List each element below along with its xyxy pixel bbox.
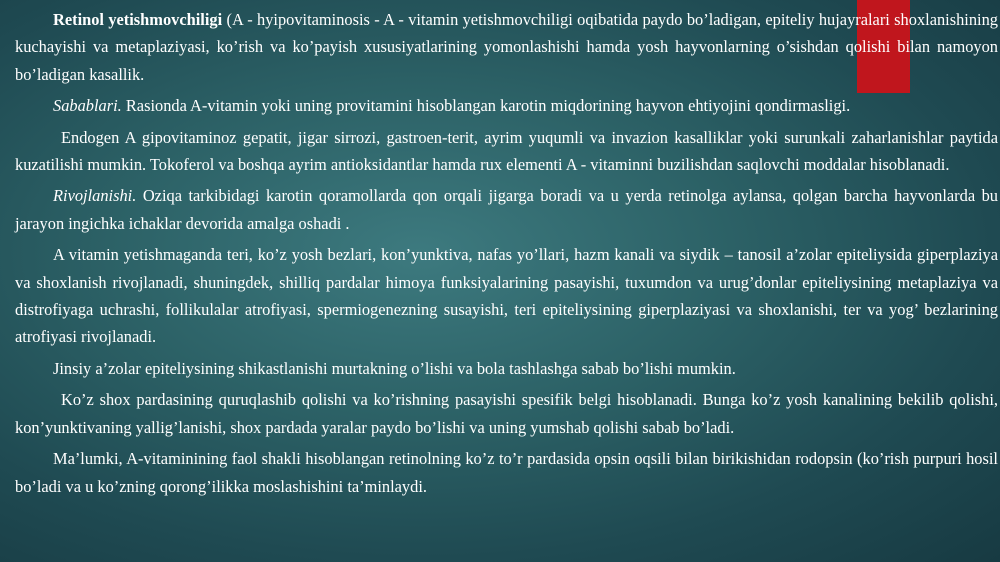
paragraph-epithelium [15, 241, 998, 351]
paragraph-endogenous [15, 124, 998, 179]
paragraph-reproductive [15, 355, 998, 382]
definition-text: (A - hyipovitaminosis - A - vitamin yetishmovchiligi oqibatida paydo bo’ladigan, epiteliy hujayralari shoxlanishining kuchayishi va metaplaziyasi, ko’rish va ko’payish xususiyatlarining yomonlashishi hamda yosh hayvonlarning o’sishdan qolishi bilan namoyon bo’ladigan kasallik. [15, 10, 998, 84]
paragraph-rhodopsin [15, 445, 998, 500]
paragraph-definition [15, 6, 998, 88]
term-causes: Sabablari. [53, 96, 122, 116]
paragraph-eye [15, 386, 998, 441]
eye-text: Ko’z shox pardasining quruqlashib qolishi va ko’rishning pasayishi spesifik belgi hisoblanadi. Bunga ko’z yosh kanalining bekilib qolishi, kon’yunktivaning yallig’lanishi, shox pardada yaralar paydo bo’lishi va uning yumshab qolishi sabab bo’ladi. [15, 390, 998, 437]
rhodopsin-text: Ma’lumki, A-vitaminining faol shakli hisoblangan retinolning ko’z to’r pardasida opsin oqsili bilan birikishidan rodopsin (ko’rish purpuri hosil bo’ladi va u ko’zning qorong’ilikka moslashishini ta’minlaydi. [15, 449, 998, 496]
paragraph-development [15, 182, 998, 237]
causes-text: Rasionda A-vitamin yoki uning provitamini hisoblangan karotin miqdorining hayvon ehtiyojini qondirmasligi. [121, 96, 851, 116]
slide-body [15, 6, 998, 504]
term-development: Rivojlanishi. [53, 186, 137, 206]
endogenous-text: Endogen A gipovitaminoz gepatit, jigar sirrozi, gastroen-terit, ayrim yuqumli va invazion kasalliklar yoki surunkali zaharlanishlar paytida kuzatilishi mumkin. Tokoferol va boshqa ayrim antioksidantlar hamda rux elementi A - vitaminni buzilishdan saqlovchi moddalar hisoblanadi. [15, 127, 998, 175]
development-text: Oziqa tarkibidagi karotin qoramollarda qon orqali jigarga boradi va u yerda retinolga aylansa, qolgan barcha hayvonlarda bu jarayon ingichka ichaklar devorida amalga oshadi . [15, 186, 998, 233]
epithelium-text: A vitamin yetishmaganda teri, ko’z yosh bezlari, kon’yunktiva, nafas yo’llari, hazm kanali va siydik – tanosil a’zolar epiteliysida giperplaziya va shoxlanish rivojlanadi, shuningdek, shilliq pardalar himoya funksiyalarining pasayishi, tuxumdon va urug’donlar epiteliysining metaplaziya va distrofiyaga uchrashi, follikulalar atrofiyasi, spermiogenezning susayishi, teri epiteliysining giperplaziyasi va shoxlanishi, ter va yog’ bezlarining atrofiyasi rivojlanadi. [15, 245, 998, 347]
reproductive-text: Jinsiy a’zolar epiteliysining shikastlanishi murtakning o’lishi va bola tashlashga sabab bo’lishi mumkin. [53, 358, 736, 378]
paragraph-causes [15, 92, 998, 119]
term-retinol-deficiency: Retinol yetishmovchiligi [53, 10, 223, 29]
